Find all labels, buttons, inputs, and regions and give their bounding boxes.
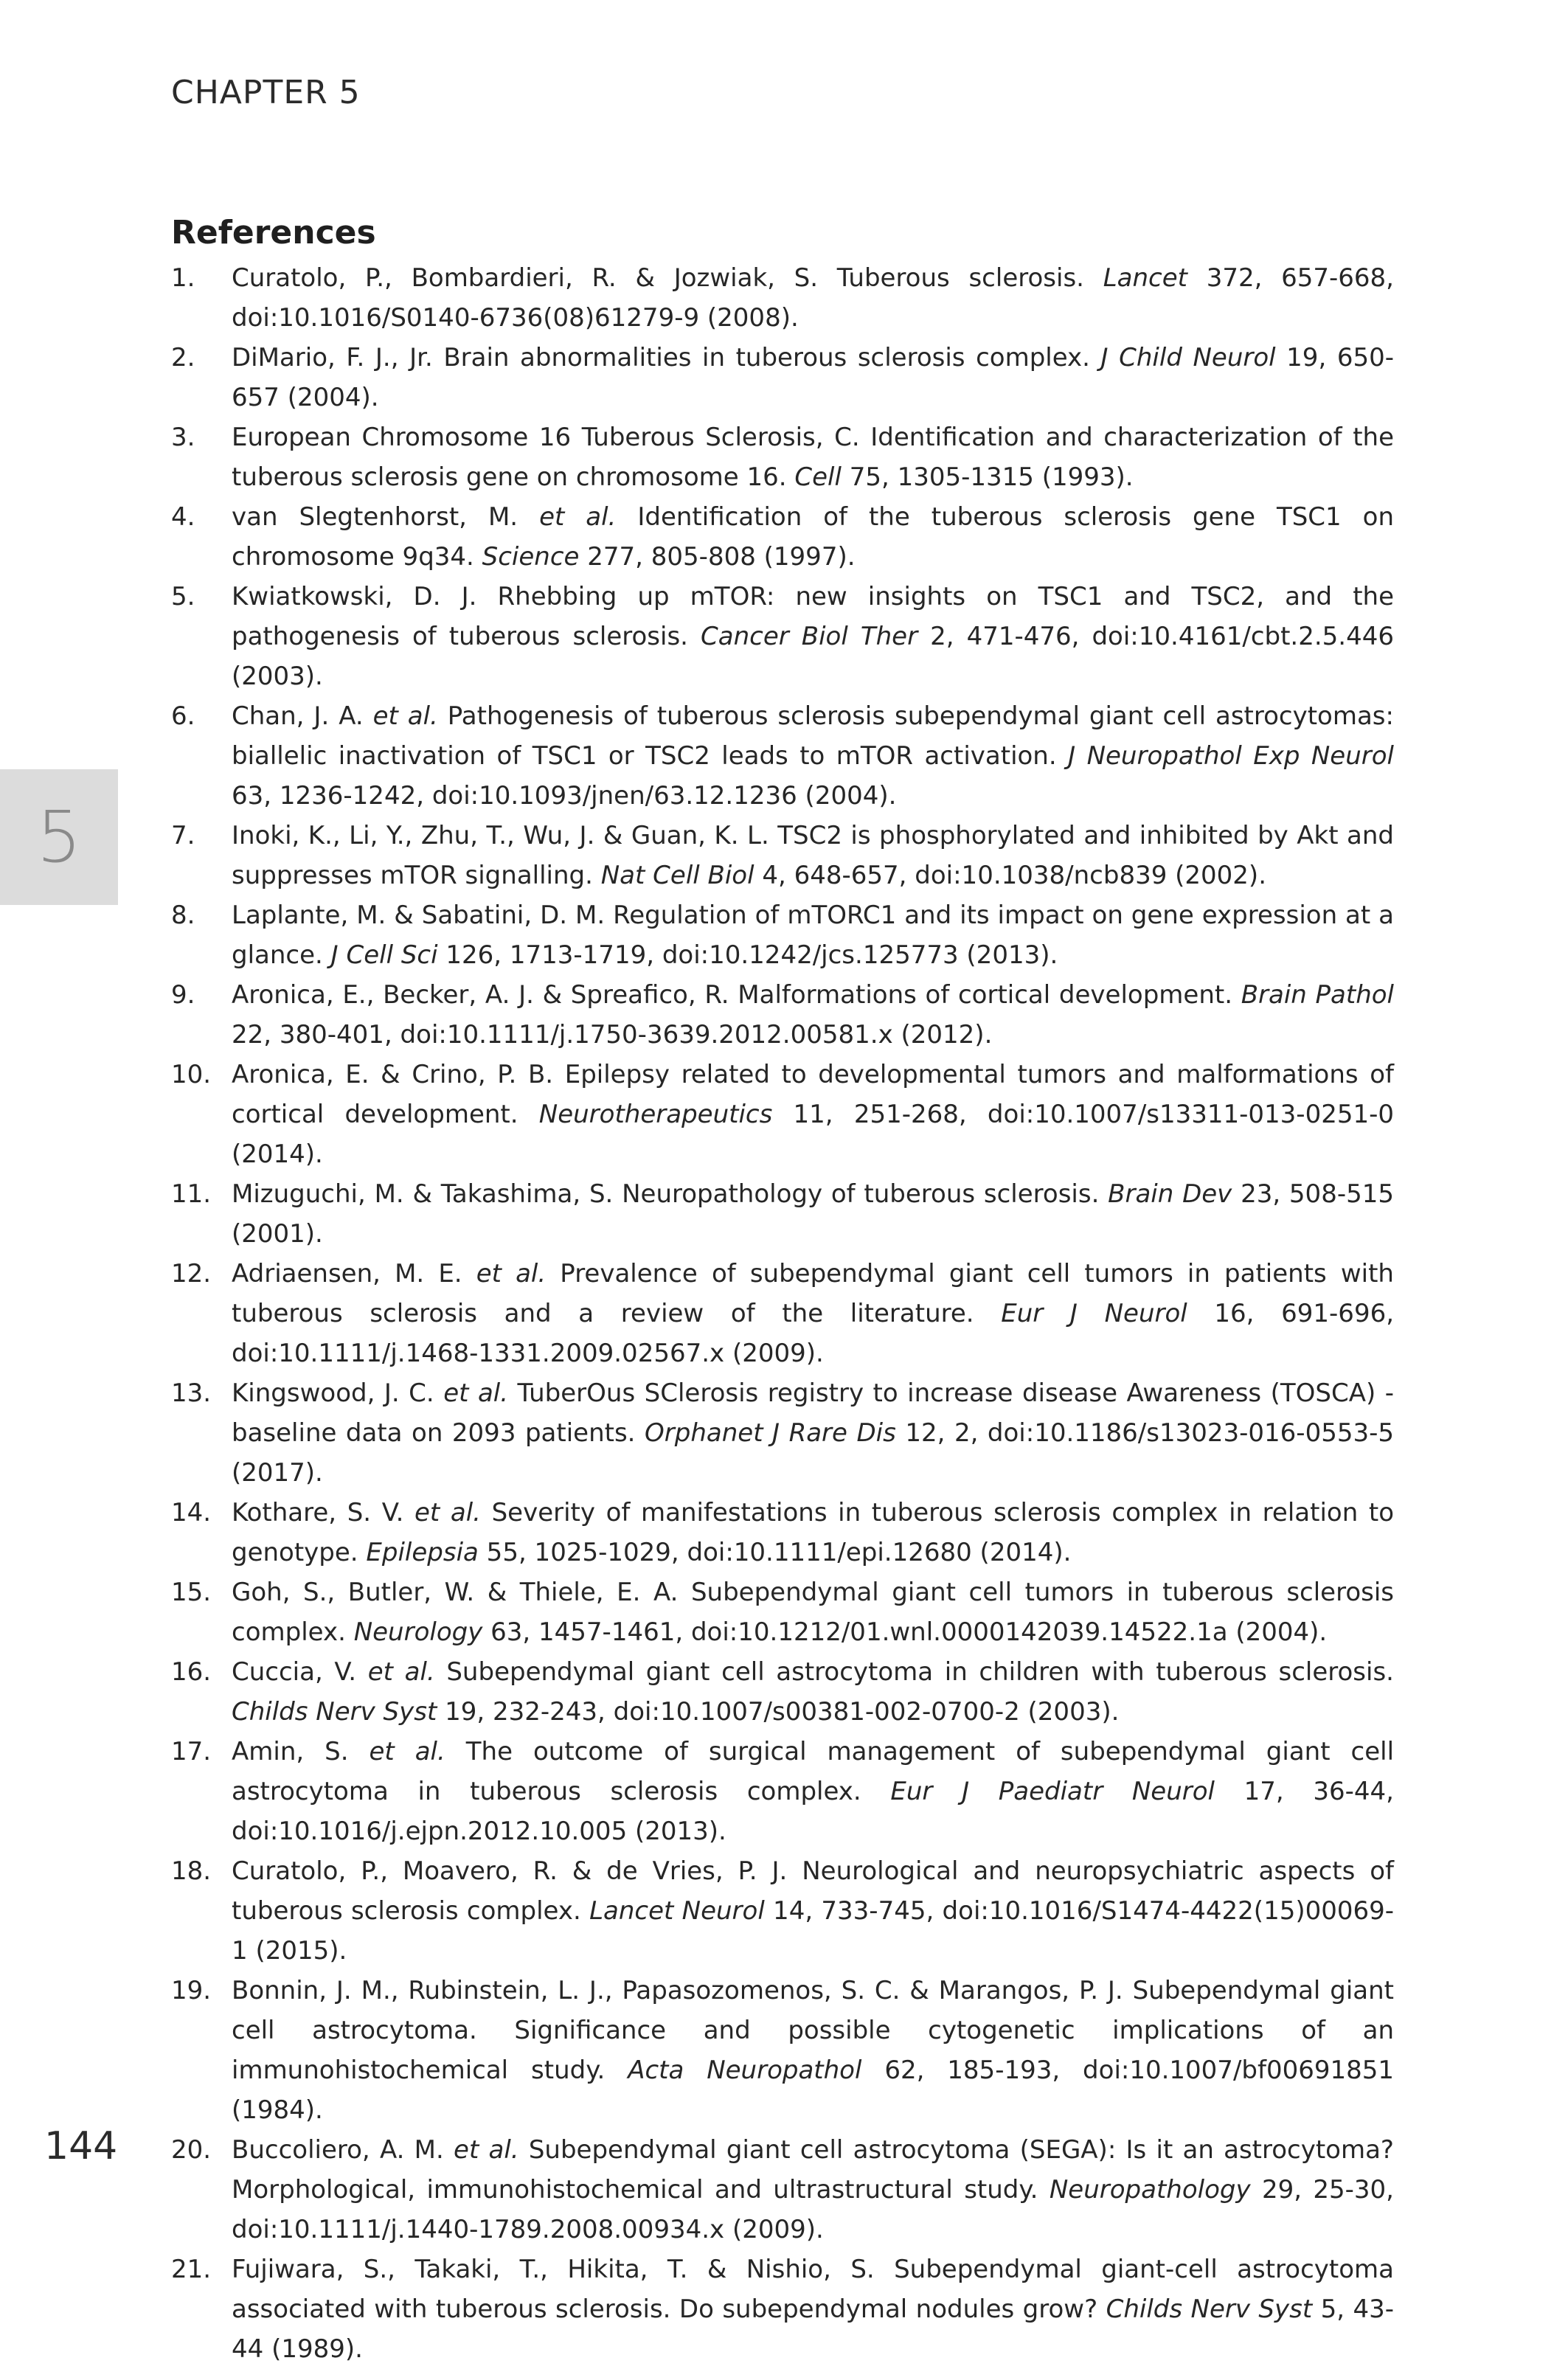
reference-italic-segment: Science	[482, 542, 580, 572]
reference-italic-segment: Childs Nerv Syst	[232, 1697, 437, 1727]
chapter-side-tab	[0, 769, 118, 905]
reference-segment: 63, 1236-1242, doi:10.1093/jnen/63.12.1236 (2004).	[232, 781, 897, 811]
reference-italic-segment: et al.	[372, 701, 438, 731]
reference-segment: Mizuguchi, M. & Takashima, S. Neuropathology of tuberous sclerosis.	[232, 1179, 1109, 1209]
section-title: References	[171, 214, 376, 252]
reference-segment: Amin, S.	[232, 1737, 370, 1766]
reference-text	[232, 1572, 1394, 1652]
reference-italic-segment: et al.	[476, 1259, 547, 1288]
reference-number: 16.	[171, 1657, 212, 1687]
reference-italic-segment: Acta Neuropathol	[628, 2056, 862, 2085]
reference-item	[171, 1373, 1394, 1493]
reference-text	[232, 1055, 1394, 1174]
reference-segment: Pathogenesis of tuberous sclerosis subependymal giant cell astrocytomas: biallelic inactivation of TSC1 or TSC2 leads to mTOR activation.	[232, 701, 1394, 771]
reference-text	[232, 1373, 1394, 1493]
reference-item	[171, 577, 1394, 696]
reference-text	[232, 2250, 1394, 2369]
reference-item	[171, 497, 1394, 577]
reference-segment: Laplante, M. & Sabatini, D. M. Regulation of mTORC1 and its impact on gene expression at a glance.	[232, 901, 1394, 970]
reference-segment: 12, 2, doi:10.1186/s13023-016-0553-5 (2017).	[232, 1418, 1394, 1488]
page-number: 144	[44, 2124, 118, 2168]
reference-text	[232, 497, 1394, 577]
reference-item	[171, 1174, 1394, 1254]
reference-segment: Kothare, S. V.	[232, 1498, 414, 1527]
reference-segment: 11, 251-268, doi:10.1007/s13311-013-0251-0 (2014).	[232, 1100, 1395, 1169]
reference-italic-segment: et al.	[454, 2135, 519, 2165]
reference-italic-segment: et al.	[443, 1378, 509, 1408]
reference-segment: Curatolo, P., Moavero, R. & de Vries, P. J. Neurological and neuropsychiatric aspects of tuberous sclerosis complex.	[232, 1856, 1394, 1926]
reference-segment: 62, 185-193, doi:10.1007/bf00691851 (1984).	[232, 2056, 1395, 2125]
reference-number: 4.	[171, 502, 195, 532]
reference-text	[232, 1971, 1394, 2130]
reference-segment: Cuccia, V.	[232, 1657, 368, 1687]
reference-item	[171, 1971, 1394, 2130]
reference-italic-segment: Orphanet J Rare Dis	[645, 1418, 896, 1448]
reference-segment: 5, 43-44 (1989).	[232, 2295, 1395, 2364]
reference-number: 17.	[171, 1737, 212, 1766]
reference-number: 19.	[171, 1976, 212, 2005]
reference-text	[232, 1174, 1394, 1254]
reference-segment: 55, 1025-1029, doi:10.1111/epi.12680 (2014).	[478, 1538, 1072, 1567]
reference-text	[232, 258, 1394, 338]
reference-italic-segment: et al.	[414, 1498, 481, 1527]
reference-text	[232, 338, 1394, 417]
reference-segment: 4, 648-657, doi:10.1038/ncb839 (2002).	[754, 861, 1267, 890]
reference-number: 18.	[171, 1856, 212, 1886]
reference-segment: Prevalence of subependymal giant cell tumors in patients with tuberous sclerosis and a review of the literature.	[232, 1259, 1394, 1328]
reference-segment: Aronica, E., Becker, A. J. & Spreafico, R. Malformations of cortical development.	[232, 980, 1241, 1010]
reference-number: 1.	[171, 263, 195, 293]
reference-number: 9.	[171, 980, 195, 1010]
reference-italic-segment: Lancet Neurol	[589, 1896, 765, 1926]
reference-italic-segment: Brain Pathol	[1241, 980, 1394, 1010]
reference-italic-segment: et al.	[367, 1657, 435, 1687]
reference-italic-segment: Epilepsia	[366, 1538, 479, 1567]
reference-segment: Subependymal giant cell astrocytoma (SEGA): Is it an astrocytoma? Morphological, immunohistochemical and ultrastructural study.	[232, 2135, 1394, 2205]
reference-number: 10.	[171, 1060, 212, 1089]
reference-segment: 14, 733-745, doi:10.1016/S1474-4422(15)00069-1 (2015).	[232, 1896, 1395, 1966]
reference-italic-segment: Childs Nerv Syst	[1106, 2295, 1313, 2324]
reference-text	[232, 417, 1394, 497]
reference-segment: TuberOus SClerosis registry to increase disease Awareness (TOSCA) - baseline data on 2093 patients.	[232, 1378, 1394, 1448]
reference-item	[171, 1732, 1394, 1851]
reference-item	[171, 2250, 1394, 2369]
reference-italic-segment: Neuropathology	[1049, 2175, 1251, 2205]
reference-segment: Goh, S., Butler, W. & Thiele, E. A. Subependymal giant cell tumors in tuberous sclerosis complex.	[232, 1578, 1394, 1647]
reference-number: 21.	[171, 2255, 212, 2284]
reference-italic-segment: J Neuropathol Exp Neurol	[1068, 741, 1394, 771]
reference-text	[232, 895, 1394, 975]
reference-item	[171, 1055, 1394, 1174]
reference-item	[171, 1652, 1394, 1732]
reference-segment: Inoki, K., Li, Y., Zhu, T., Wu, J. & Guan, K. L. TSC2 is phosphorylated and inhibited by Akt and suppresses mTOR signalling.	[232, 821, 1394, 890]
reference-segment: Bonnin, J. M., Rubinstein, L. J., Papasozomenos, S. C. & Marangos, P. J. Subependymal giant cell astrocytoma. Significance and possible cytogenetic implications of an immunohistochemical study.	[232, 1976, 1394, 2085]
reference-segment: 63, 1457-1461, doi:10.1212/01.wnl.0000142039.14522.1a (2004).	[482, 1617, 1328, 1647]
reference-item	[171, 975, 1394, 1055]
reference-item	[171, 1493, 1394, 1572]
reference-number: 20.	[171, 2135, 212, 2165]
reference-segment: 19, 650-657 (2004).	[232, 343, 1394, 412]
reference-list	[171, 258, 1394, 2369]
reference-italic-segment: Brain Dev	[1108, 1179, 1232, 1209]
reference-segment: Severity of manifestations in tuberous sclerosis complex in relation to genotype.	[232, 1498, 1394, 1567]
reference-segment: 22, 380-401, doi:10.1111/j.1750-3639.2012.00581.x (2012).	[232, 1020, 993, 1050]
reference-segment: Subependymal giant cell astrocytoma in children with tuberous sclerosis.	[434, 1657, 1394, 1687]
reference-number: 14.	[171, 1498, 212, 1527]
reference-segment: 29, 25-30, doi:10.1111/j.1440-1789.2008.00934.x (2009).	[232, 2175, 1394, 2244]
reference-item	[171, 1254, 1394, 1373]
reference-number: 7.	[171, 821, 195, 850]
reference-segment: Chan, J. A.	[232, 701, 373, 731]
reference-italic-segment: Cancer Biol Ther	[701, 622, 918, 651]
reference-segment: Buccoliero, A. M.	[232, 2135, 454, 2165]
reference-segment: Kingswood, J. C.	[232, 1378, 444, 1408]
reference-number: 3.	[171, 423, 195, 452]
chapter-tab-label: 5	[36, 796, 82, 878]
reference-segment: 75, 1305-1315 (1993).	[841, 462, 1134, 492]
reference-item	[171, 338, 1394, 417]
reference-italic-segment: et al.	[369, 1737, 445, 1766]
reference-text	[232, 1254, 1394, 1373]
reference-text	[232, 1732, 1394, 1851]
reference-italic-segment: Cell	[794, 462, 842, 492]
reference-number: 11.	[171, 1179, 212, 1209]
reference-italic-segment: Neurotherapeutics	[538, 1100, 773, 1129]
reference-item	[171, 258, 1394, 338]
reference-italic-segment: Lancet	[1103, 263, 1187, 293]
reference-segment: 372, 657-668, doi:10.1016/S0140-6736(08)61279-9 (2008).	[232, 263, 1394, 333]
reference-item	[171, 895, 1394, 975]
reference-item	[171, 1851, 1394, 1971]
reference-number: 2.	[171, 343, 195, 372]
reference-number: 6.	[171, 701, 195, 731]
reference-text	[232, 1493, 1394, 1572]
reference-segment: Aronica, E. & Crino, P. B. Epilepsy related to developmental tumors and malformations of cortical development.	[232, 1060, 1394, 1129]
reference-text	[232, 696, 1394, 816]
reference-italic-segment: J Cell Sci	[330, 940, 438, 970]
reference-number: 5.	[171, 582, 195, 611]
reference-item	[171, 816, 1394, 895]
reference-italic-segment: Eur J Paediatr Neurol	[890, 1777, 1215, 1806]
reference-italic-segment: J Child Neurol	[1100, 343, 1276, 372]
reference-segment: DiMario, F. J., Jr. Brain abnormalities in tuberous sclerosis complex.	[232, 343, 1101, 372]
reference-text	[232, 577, 1394, 696]
reference-text	[232, 1851, 1394, 1971]
reference-segment: 2, 471-476, doi:10.4161/cbt.2.5.446 (2003).	[232, 622, 1395, 691]
reference-text	[232, 2130, 1394, 2250]
reference-segment: Identification of the tuberous sclerosis gene TSC1 on chromosome 9q34.	[232, 502, 1394, 572]
reference-text	[232, 975, 1394, 1055]
reference-segment: Adriaensen, M. E.	[232, 1259, 476, 1288]
reference-segment: The outcome of surgical management of subependymal giant cell astrocytoma in tuberous sclerosis complex.	[232, 1737, 1395, 1806]
reference-item	[171, 1572, 1394, 1652]
reference-item	[171, 417, 1394, 497]
reference-segment: 19, 232-243, doi:10.1007/s00381-002-0700-2 (2003).	[437, 1697, 1120, 1727]
reference-segment: 23, 508-515 (2001).	[232, 1179, 1394, 1249]
reference-segment: 126, 1713-1719, doi:10.1242/jcs.125773 (2013).	[437, 940, 1058, 970]
chapter-header: CHAPTER 5	[171, 74, 361, 111]
reference-number: 8.	[171, 901, 195, 930]
reference-segment: European Chromosome 16 Tuberous Sclerosis, C. Identification and characterization of the tuberous sclerosis gene on chromosome 16.	[232, 423, 1394, 492]
reference-text	[232, 816, 1394, 895]
reference-italic-segment: et al.	[539, 502, 617, 532]
reference-segment: 277, 805-808 (1997).	[579, 542, 856, 572]
reference-italic-segment: Eur J Neurol	[1001, 1299, 1187, 1328]
reference-segment: Kwiatkowski, D. J. Rhebbing up mTOR: new insights on TSC1 and TSC2, and the pathogenesis of tuberous sclerosis.	[232, 582, 1394, 651]
reference-segment: Fujiwara, S., Takaki, T., Hikita, T. & Nishio, S. Subependymal giant-cell astrocytoma associated with tuberous sclerosis. Do subependymal nodules grow?	[232, 2255, 1394, 2324]
reference-segment: 17, 36-44, doi:10.1016/j.ejpn.2012.10.005 (2013).	[232, 1777, 1394, 1846]
reference-number: 15.	[171, 1578, 212, 1607]
reference-item	[171, 696, 1394, 816]
reference-italic-segment: Nat Cell Biol	[600, 861, 754, 890]
reference-segment: van Slegtenhorst, M.	[232, 502, 540, 532]
reference-italic-segment: Neurology	[353, 1617, 483, 1647]
reference-segment: Curatolo, P., Bombardieri, R. & Jozwiak, S. Tuberous sclerosis.	[232, 263, 1103, 293]
reference-text	[232, 1652, 1394, 1732]
reference-item	[171, 2130, 1394, 2250]
reference-number: 12.	[171, 1259, 212, 1288]
reference-segment: 16, 691-696, doi:10.1111/j.1468-1331.2009.02567.x (2009).	[232, 1299, 1395, 1368]
reference-number: 13.	[171, 1378, 212, 1408]
